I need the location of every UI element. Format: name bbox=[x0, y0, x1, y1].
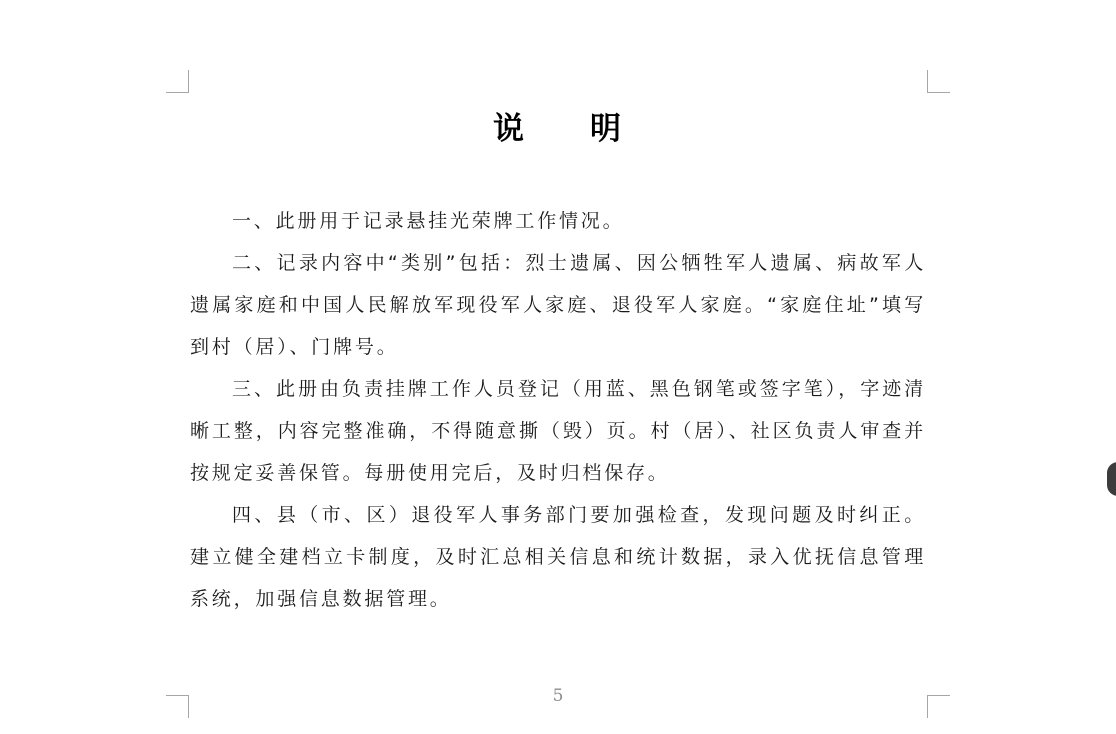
page-title bbox=[0, 103, 1116, 148]
paragraph-1: 一、此册用于记录悬挂光荣牌工作情况。 bbox=[232, 210, 625, 232]
paragraph-3: 三、此册由负责挂牌工作人员登记（用蓝、黑色钢笔或签字笔），字迹清晰工整，内容完整准确，不得随意撕（毁）页。村（居）、社区负责人审查并按规定妥善保管。每册使用完后，及时归档保存。 bbox=[190, 378, 926, 484]
title-char-1: 说 bbox=[493, 111, 526, 147]
document-body bbox=[190, 200, 926, 620]
crop-mark-top-right bbox=[927, 70, 950, 93]
title-char-2: 明 bbox=[590, 111, 623, 147]
page-number: 5 bbox=[552, 686, 564, 706]
crop-mark-top-left bbox=[166, 70, 189, 93]
scroll-handle[interactable] bbox=[1107, 462, 1116, 496]
paragraph-2: 二、记录内容中“类别”包括：烈士遗属、因公牺牲军人遗属、病故军人遗属家庭和中国人民解放军现役军人家庭、退役军人家庭。“家庭住址”填写到村（居）、门牌号。 bbox=[190, 252, 926, 358]
paragraph-4: 四、县（市、区）退役军人事务部门要加强检查，发现问题及时纠正。建立健全建档立卡制度，及时汇总相关信息和统计数据，录入优抚信息管理系统，加强信息数据管理。 bbox=[190, 504, 926, 610]
